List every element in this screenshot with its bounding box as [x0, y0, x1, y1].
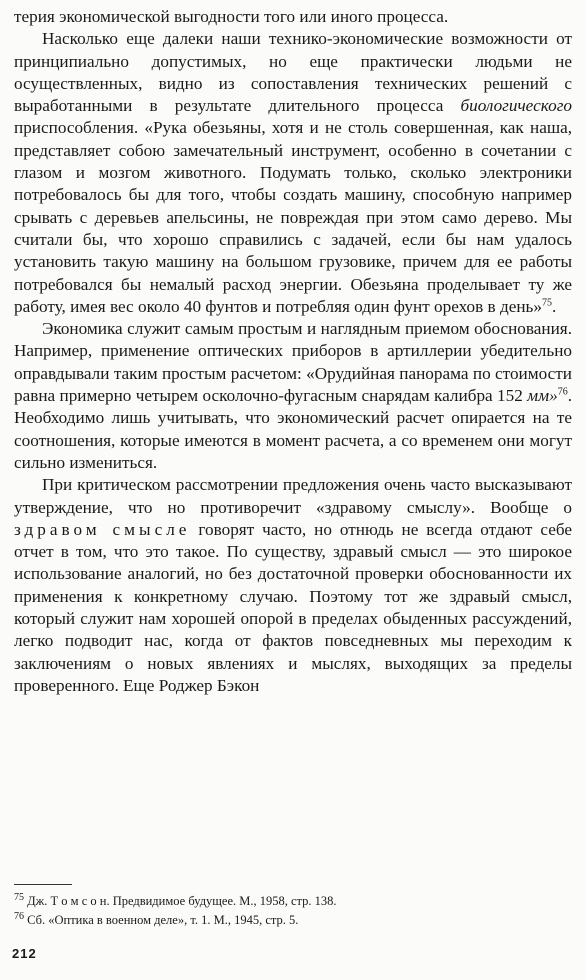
- paragraph-3: При критическом рассмотрении предложения очень часто высказывают утверждение, что но противоречит «здравому смыслу». Вообще о здравом смысле говорят часто, но отнюдь не всегда отдают себе отчет в том, что это такое. По существу, здравый смысл — это широкое использование аналогий, но без достаточной проверки обоснованности их применения к конкретному случаю. Поэтому тот же здравый смысл, который служит нам хорошей опорой в пределах обыденных рассуждений, легко подводит нас, когда от фактов повседневных мы переходим к заключениям о новых явлениях и мыслях, выходящих за пределы проверенного. Еще Роджер Бэкон: [14, 475, 572, 695]
- emphasis-biological: биологического: [460, 96, 572, 116]
- footnote-divider: [14, 884, 72, 885]
- page-number: 212: [12, 946, 37, 961]
- paragraph-2: Экономика служит самым простым и наглядным приемом обоснования. Например, применение оптических приборов в артиллерии убедительно оправдывали таким простым расчетом: «Орудийная панорама по стоимости равна примерно четырем осколочно-фугасным снарядам калибра 152 мм»$^{76}$. Необходимо лишь учитывать, что экономический расчет опирается на те соотношения, которые имеются в момент расчета, а со временем они могут сильно измениться.: [14, 319, 572, 472]
- emphasis-mm: мм»: [527, 386, 558, 406]
- paragraph-1: Насколько еще далеки наши технико-экономические возможности от принципиально допустимых, но еще практически людьми не осуществленных, видно из сопоставления технических решений с выработанными в результате длительного процесса биологического приспособления. «Рука обезьяны, хотя и не столь совершенная, как наша, представляет собою замечательный инструмент, особенно в сочетании с глазом и мозгом животного. Подумать только, сколько электроники потребовалось бы для того, чтобы создать машину, способную например срывать с деревьев апельсины, не повреждая при этом само дерево. Мы считали бы, что хорошо справились с задачей, если бы нам удалось установить такую машину на большом грузовике, причем для ее работы потребовался бы немалый расход энергии. Обезьяна проделывает ту же работу, имея вес около 40 фунтов и потребляя один фунт орехов в день»$^{75}$.: [14, 29, 572, 316]
- footnote-75: $^{75}$ Дж. Т о м с о н. Предвидимое будущее. М., 1958, стр. 138.: [14, 891, 337, 908]
- footnote-ref-76: 76: [557, 386, 568, 398]
- footnotes: [14, 892, 572, 930]
- spaced-common-sense: здравом смысле: [14, 519, 191, 539]
- footnote-76: $^{76}$ Сб. «Оптика в военном деле», т. 1. М., 1945, стр. 5.: [14, 910, 299, 927]
- footnote-ref-75: 75: [541, 297, 552, 309]
- paragraph-continuation: терия экономической выгодности того или иного процесса.: [14, 7, 449, 26]
- body-text: [14, 6, 572, 697]
